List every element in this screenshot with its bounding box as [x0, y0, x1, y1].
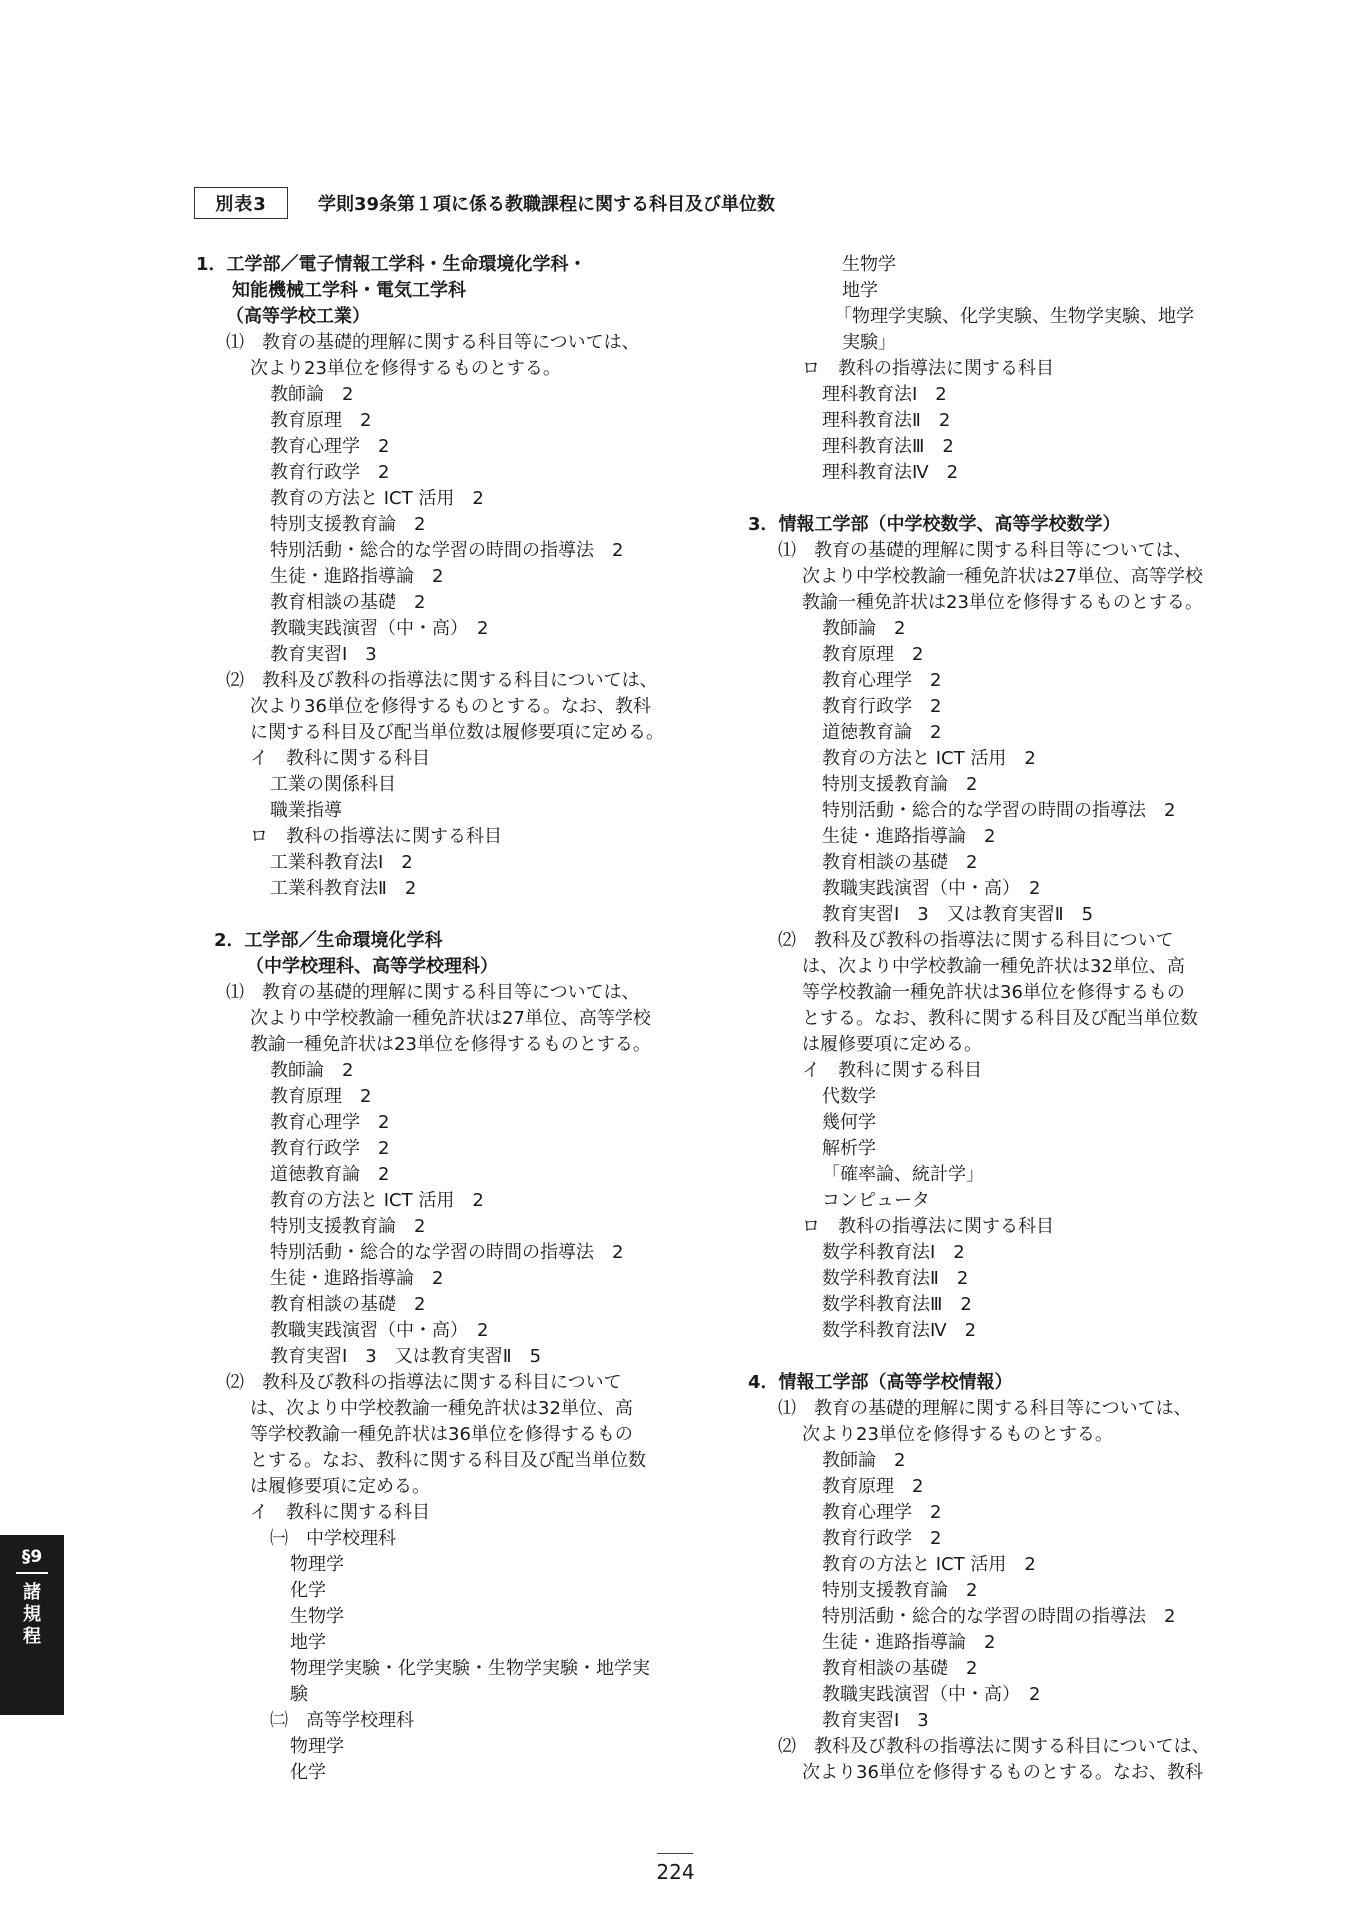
text-line: ロ 教科の指導法に関する科目 — [250, 826, 502, 847]
text-line: 「物理学実験、化学実験、生物学実験、地学 — [834, 306, 1194, 327]
text-line: 生物学 — [842, 254, 896, 275]
text-line: 理科教育法Ⅲ 2 — [822, 436, 954, 457]
text-line: 生徒・進路指導論 2 — [270, 1268, 444, 1289]
text-line: ロ 教科の指導法に関する科目 — [802, 1216, 1054, 1237]
text-line: 工業の関係科目 — [270, 774, 396, 795]
text-line: 次より中学校教諭一種免許状は27単位、高等学校 — [250, 1008, 651, 1029]
text-line: に関する科目及び配当単位数は履修要項に定める。 — [250, 722, 664, 743]
right-column — [748, 252, 1248, 1786]
text-line: 教職実践演習（中・高） 2 — [270, 618, 489, 639]
text-line: 教師論 2 — [270, 384, 354, 405]
text-line: は、次より中学校教諭一種免許状は32単位、高 — [250, 1398, 633, 1419]
text-line: イ 教科に関する科目 — [802, 1060, 982, 1081]
text-line: 理科教育法Ⅳ 2 — [822, 462, 959, 483]
text-line: 数学科教育法Ⅰ 2 — [822, 1242, 965, 1263]
text-line: 教育原理 2 — [270, 1086, 372, 1107]
text-line: 教職実践演習（中・高） 2 — [270, 1320, 489, 1341]
text-line: ㈡ 高等学校理科 — [270, 1710, 414, 1731]
text-line: 教職実践演習（中・高） 2 — [822, 878, 1041, 899]
text-line: 教育行政学 2 — [822, 696, 942, 717]
section-heading: 2．工学部／生命環境化学科 — [214, 930, 443, 951]
text-line: 化学 — [290, 1762, 326, 1783]
text-line: 生徒・進路指導論 2 — [822, 826, 996, 847]
text-line: とする。なお、教科に関する科目及び配当単位数 — [802, 1008, 1198, 1029]
text-line: 教育実習Ⅰ 3 又は教育実習Ⅱ 5 — [270, 1346, 542, 1367]
text-line: ⑵ 教科及び教科の指導法に関する科目については、 — [226, 670, 658, 691]
page-number: 224 — [656, 1860, 695, 1884]
text-line: 数学科教育法Ⅱ 2 — [822, 1268, 969, 1289]
text-line: 等学校教諭一種免許状は36単位を修得するもの — [250, 1424, 633, 1445]
text-line: 数学科教育法Ⅳ 2 — [822, 1320, 977, 1341]
text-line: 教育相談の基礎 2 — [270, 592, 426, 613]
text-line: 「確率論、統計学」 — [822, 1164, 984, 1185]
text-line: 教育心理学 2 — [822, 1502, 942, 1523]
text-line: ⑴ 教育の基礎的理解に関する科目等については、 — [778, 1398, 1192, 1419]
text-line: 物理学実験・化学実験・生物学実験・地学実 — [290, 1658, 650, 1679]
text-line: 教師論 2 — [822, 1450, 906, 1471]
text-line: 教育心理学 2 — [822, 670, 942, 691]
text-line: 教育の方法と ICT 活用 2 — [822, 1554, 1036, 1575]
text-line: とする。なお、教科に関する科目及び配当単位数 — [250, 1450, 646, 1471]
text-line: 教育の方法と ICT 活用 2 — [270, 1190, 484, 1211]
text-line: 代数学 — [822, 1086, 876, 1107]
text-line: 生徒・進路指導論 2 — [270, 566, 444, 587]
text-line: 験 — [290, 1684, 308, 1705]
section-heading: 知能機械工学科・電気工学科 — [232, 280, 466, 301]
table-label: 別表3 — [194, 187, 288, 219]
text-line: 数学科教育法Ⅲ 2 — [822, 1294, 972, 1315]
text-line: 教育実習Ⅰ 3 — [270, 644, 377, 665]
text-line: ロ 教科の指導法に関する科目 — [802, 358, 1054, 379]
text-line: ⑵ 教科及び教科の指導法に関する科目について — [778, 930, 1174, 951]
text-line: 特別活動・総合的な学習の時間の指導法 2 — [270, 1242, 624, 1263]
text-line: 等学校教諭一種免許状は36単位を修得するもの — [802, 982, 1185, 1003]
text-line: コンピュータ — [822, 1190, 930, 1211]
text-line: 特別活動・総合的な学習の時間の指導法 2 — [270, 540, 624, 561]
text-line: 教育相談の基礎 2 — [822, 852, 978, 873]
text-line: 次より23単位を修得するものとする。 — [250, 358, 561, 379]
text-line: 工業科教育法Ⅰ 2 — [270, 852, 413, 873]
page-number-rule — [657, 1853, 693, 1854]
text-line: ⑵ 教科及び教科の指導法に関する科目については、 — [778, 1736, 1210, 1757]
text-line: ⑴ 教育の基礎的理解に関する科目等については、 — [778, 540, 1192, 561]
section-title: 諸規程 — [23, 1581, 41, 1647]
text-line: イ 教科に関する科目 — [250, 748, 430, 769]
section-heading: （中学校理科、高等学校理科） — [246, 956, 498, 977]
text-line: 教師論 2 — [822, 618, 906, 639]
text-line: 教育原理 2 — [270, 410, 372, 431]
text-line: 物理学 — [290, 1554, 344, 1575]
left-column — [196, 252, 696, 1786]
text-line: 教育の方法と ICT 活用 2 — [270, 488, 484, 509]
text-line: 教育相談の基礎 2 — [822, 1658, 978, 1679]
text-line: 教諭一種免許状は23単位を修得するものとする。 — [250, 1034, 651, 1055]
page-title: 学則39条第１項に係る教職課程に関する科目及び単位数 — [318, 194, 776, 215]
section-gap — [196, 902, 696, 928]
text-line: 教育実習Ⅰ 3 又は教育実習Ⅱ 5 — [822, 904, 1094, 925]
tab-divider — [16, 1572, 48, 1574]
text-line: 特別活動・総合的な学習の時間の指導法 2 — [822, 1606, 1176, 1627]
text-line: 解析学 — [822, 1138, 876, 1159]
text-line: 特別支援教育論 2 — [822, 774, 978, 795]
text-line: 教育の方法と ICT 活用 2 — [822, 748, 1036, 769]
text-line: は、次より中学校教諭一種免許状は32単位、高 — [802, 956, 1185, 977]
section-gap — [748, 1344, 1248, 1370]
text-line: 教育実習Ⅰ 3 — [822, 1710, 929, 1731]
text-line: ⑵ 教科及び教科の指導法に関する科目について — [226, 1372, 622, 1393]
text-line: 生徒・進路指導論 2 — [822, 1632, 996, 1653]
text-line: は履修要項に定める。 — [802, 1034, 982, 1055]
text-line: 教育行政学 2 — [822, 1528, 942, 1549]
text-line: は履修要項に定める。 — [250, 1476, 430, 1497]
text-line: 工業科教育法Ⅱ 2 — [270, 878, 417, 899]
text-line: 物理学 — [290, 1736, 344, 1757]
text-line: 特別支援教育論 2 — [270, 514, 426, 535]
section-heading: 4．情報工学部（高等学校情報） — [748, 1372, 1013, 1393]
section-number: §9 — [21, 1547, 43, 1567]
section-heading: （高等学校工業） — [226, 306, 370, 327]
text-line: ⑴ 教育の基礎的理解に関する科目等については、 — [226, 982, 640, 1003]
text-line: 生物学 — [290, 1606, 344, 1627]
section-heading: 3．情報工学部（中学校数学、高等学校数学） — [748, 514, 1121, 535]
text-line: 理科教育法Ⅱ 2 — [822, 410, 951, 431]
text-line: 次より36単位を修得するものとする。なお、教科 — [250, 696, 651, 717]
text-line: ㈠ 中学校理科 — [270, 1528, 396, 1549]
text-line: 教育原理 2 — [822, 644, 924, 665]
text-line: ⑴ 教育の基礎的理解に関する科目等については、 — [226, 332, 640, 353]
text-line: 次より中学校教諭一種免許状は27単位、高等学校 — [802, 566, 1203, 587]
table-header — [194, 186, 775, 220]
text-line: 教育原理 2 — [822, 1476, 924, 1497]
text-line: 地学 — [842, 280, 878, 301]
text-line: 職業指導 — [270, 800, 342, 821]
text-line: 地学 — [290, 1632, 326, 1653]
text-line: 実験」 — [842, 332, 896, 353]
text-line: 道徳教育論 2 — [822, 722, 942, 743]
section-heading: 1．工学部／電子情報工学科・生命環境化学科・ — [196, 254, 587, 275]
text-line: 教諭一種免許状は23単位を修得するものとする。 — [802, 592, 1203, 613]
text-line: 理科教育法Ⅰ 2 — [822, 384, 947, 405]
section-side-tab — [0, 1535, 64, 1715]
text-line: 教職実践演習（中・高） 2 — [822, 1684, 1041, 1705]
text-line: 特別支援教育論 2 — [822, 1580, 978, 1601]
text-line: 特別活動・総合的な学習の時間の指導法 2 — [822, 800, 1176, 821]
text-line: 化学 — [290, 1580, 326, 1601]
text-line: 教育心理学 2 — [270, 436, 390, 457]
text-line: 教育心理学 2 — [270, 1112, 390, 1133]
text-line: 教育行政学 2 — [270, 1138, 390, 1159]
text-line: 次より23単位を修得するものとする。 — [802, 1424, 1113, 1445]
text-line: 道徳教育論 2 — [270, 1164, 390, 1185]
text-line: 幾何学 — [822, 1112, 876, 1133]
text-line: 教師論 2 — [270, 1060, 354, 1081]
text-line: 教育行政学 2 — [270, 462, 390, 483]
text-line: イ 教科に関する科目 — [250, 1502, 430, 1523]
text-line: 教育相談の基礎 2 — [270, 1294, 426, 1315]
text-line: 次より36単位を修得するものとする。なお、教科 — [802, 1762, 1203, 1783]
section-gap — [748, 486, 1248, 512]
text-line: 特別支援教育論 2 — [270, 1216, 426, 1237]
